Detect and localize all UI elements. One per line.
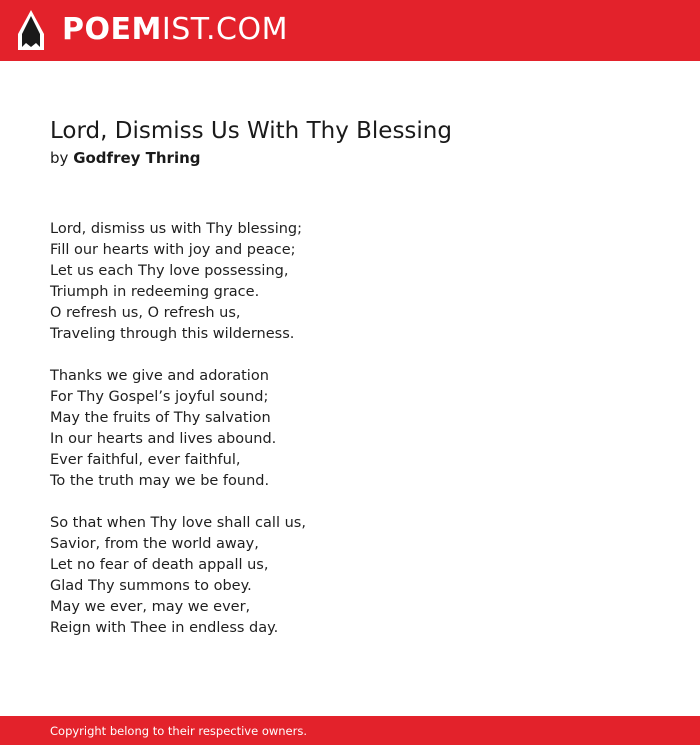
poem-body [50,219,650,660]
poem-byline [50,148,201,168]
copyright-text: Copyright belong to their respective owners. [50,724,308,738]
site-footer [0,716,700,745]
site-logo[interactable] [62,13,288,47]
poem-line: Triumph in redeeming grace. [50,284,260,300]
poem-line: Ever faithful, ever faithful, [50,452,241,468]
poem-line: Fill our hearts with joy and peace; [50,242,296,258]
poem-line: Savior, from the world away, [50,536,259,552]
poem-line: So that when Thy love shall call us, [50,515,306,531]
poem-line: Let us each Thy love possessing, [50,263,289,279]
poem-line: Lord, dismiss us with Thy blessing; [50,221,303,237]
poem-line: May the fruits of Thy salvation [50,410,271,426]
site-header [0,0,700,61]
stanza-3 [50,513,650,639]
logo-light-text: IST.COM [161,12,288,47]
poem-line: Traveling through this wilderness. [50,326,295,342]
poem-line: Let no fear of death appall us, [50,557,269,573]
author-name[interactable]: Godfrey Thring [73,149,201,167]
poem-line: May we ever, may we ever, [50,599,251,615]
pencil-icon[interactable] [18,10,44,52]
stanza-1 [50,219,650,345]
stanza-2 [50,366,650,492]
poem-title: Lord, Dismiss Us With Thy Blessing [50,118,452,144]
logo-bold-text: POEM [62,12,162,47]
poem-line: For Thy Gospel’s joyful sound; [50,389,269,405]
poem-line: Glad Thy summons to obey. [50,578,252,594]
poem-line: In our hearts and lives abound. [50,431,277,447]
poem-line: Reign with Thee in endless day. [50,620,279,636]
poem-line: Thanks we give and adoration [50,368,269,384]
byline-label: by [50,149,69,167]
poem-line: O refresh us, O refresh us, [50,305,241,321]
poem-line: To the truth may we be found. [50,473,270,489]
